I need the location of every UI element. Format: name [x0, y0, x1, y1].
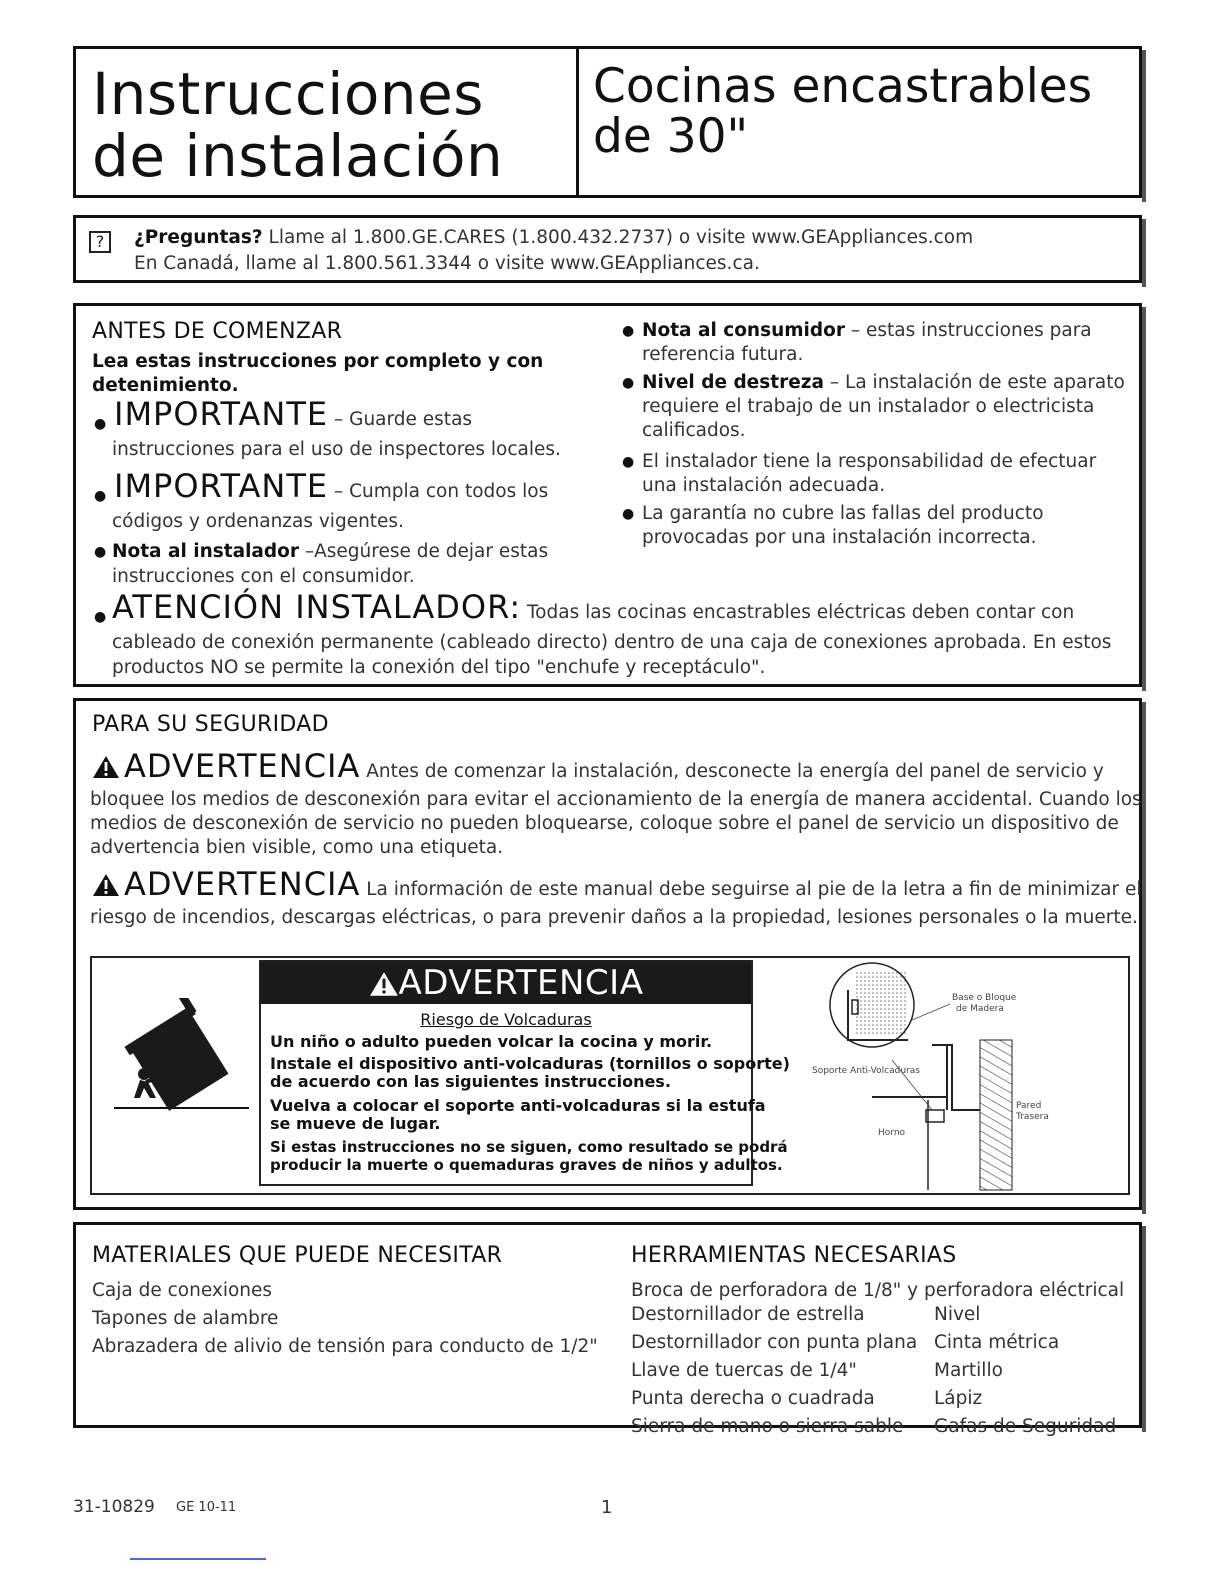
tip-over-line-7: producir la muerte o quemaduras graves de niños y adultos. [270, 1156, 783, 1174]
warning-1-line-4: advertencia bien visible, como una etiqueta. [90, 837, 504, 858]
questions-label: ¿Preguntas? [134, 227, 263, 248]
title-box [73, 46, 579, 198]
responsibility-line-1: El instalador tiene la responsabilidad de efectuar [642, 451, 1097, 472]
installer-note-line-2: instrucciones con el consumidor. [112, 566, 415, 587]
questions-box [73, 215, 1142, 283]
bullet-icon: ● [94, 488, 107, 504]
warning-1-line-2: bloquee los medios de desconexión para evitar el accionamiento de la energía de manera accidental. Cuando los [90, 789, 1142, 810]
attention-installer-line-2: cableado de conexión permanente (cableado directo) dentro de una caja de conexiones aprobada. En estos [112, 632, 1112, 653]
questions-line-2: En Canadá, llame al 1.800.561.3344 o visite www.GEAppliances.ca. [134, 253, 760, 274]
tool-item: Destornillador de estrella [631, 1304, 865, 1325]
warning-2 [92, 865, 1142, 903]
consumer-note [642, 319, 1092, 343]
bullet-icon: ● [94, 416, 107, 432]
diagram-wall-label-1: Pared [1016, 1101, 1042, 1111]
warning-band [261, 962, 751, 1004]
safety-section [73, 698, 1142, 1210]
materials-heading: MATERIALES QUE PUEDE NECESITAR [92, 1243, 503, 1268]
consumer-note-text: – estas instrucciones para [844, 320, 1092, 341]
bullet-icon: ● [622, 454, 635, 470]
material-item: Abrazadera de alivio de tensión para conducto de 1/2" [92, 1336, 598, 1357]
installer-note-text: –Asegúrese de dejar estas [298, 541, 549, 562]
tools-heading: HERRAMIENTAS NECESARIAS [631, 1243, 957, 1268]
anti-tip-bracket-diagram [812, 960, 1062, 1195]
warning-1-text: Antes de comenzar la instalación, desconecte la energía del panel de servicio y [360, 761, 1104, 782]
tip-over-risk-title: Riesgo de Volcaduras [420, 1010, 592, 1029]
before-intro-1: Lea estas instrucciones por completo y con [92, 351, 544, 372]
attention-installer-label: ATENCIÓN INSTALADOR: [112, 588, 522, 626]
skill-level-text: – La instalación de este aparato [824, 372, 1125, 393]
bullet-icon: ● [94, 609, 107, 625]
warning-2-line-2: riesgo de incendios, descargas eléctricas, o para prevenir daños a la propiedad, lesiones personales o la muerte. [90, 907, 1138, 928]
question-icon: ? [89, 231, 111, 253]
subtitle-box [576, 46, 1142, 198]
before-intro-2: detenimiento. [92, 375, 239, 396]
tip-over-illustration-icon [104, 998, 254, 1138]
important-2-label: IMPORTANTE [114, 467, 329, 505]
warranty-line-1: La garantía no cubre las fallas del producto [642, 503, 1044, 524]
tip-over-line-2: Instale el dispositivo anti-volcaduras (tornillos o soporte) [270, 1054, 790, 1073]
responsibility-line-2: una instalación adecuada. [642, 475, 886, 496]
tool-item: Punta derecha o cuadrada [631, 1388, 875, 1409]
questions-phone-us: Llame al 1.800.GE.CARES (1.800.432.2737) o visite www.GEAppliances.com [262, 227, 974, 248]
tool-item: Sierra de mano o sierra sable [631, 1416, 904, 1437]
warranty-line-2: provocadas por una instalación incorrecta. [642, 527, 1037, 548]
diagram-base-label-1: Base o Bloque [952, 993, 1017, 1003]
skill-level [642, 371, 1125, 395]
tool-item: Martillo [934, 1360, 1003, 1381]
subtitle-line-2: de 30" [593, 109, 749, 164]
warning-triangle-icon [92, 873, 120, 897]
diagram-base-label-2: de Madera [956, 1004, 1004, 1014]
material-item: Tapones de alambre [92, 1308, 279, 1329]
tip-over-line-4: Vuelva a colocar el soporte anti-volcaduras si la estufa [270, 1096, 766, 1115]
consumer-note-label: Nota al consumidor [642, 320, 845, 341]
warning-2-text: La información de este manual debe seguirse al pie de la letra a fin de minimizar el [360, 879, 1142, 900]
important-1-line-2: instrucciones para el uso de inspectores locales. [112, 439, 561, 460]
consumer-note-line-2: referencia futura. [642, 344, 804, 365]
installer-note-label: Nota al instalador [112, 541, 299, 562]
warning-2-label: ADVERTENCIA [124, 865, 361, 903]
safety-heading: PARA SU SEGURIDAD [92, 712, 329, 737]
tool-item: Llave de tuercas de 1/4" [631, 1360, 857, 1381]
footer-rule [130, 1558, 266, 1560]
bullet-icon: ● [94, 544, 107, 560]
tip-over-line-6: Si estas instrucciones no se siguen, como resultado se podrá [270, 1138, 788, 1156]
important-1-label: IMPORTANTE [114, 395, 329, 433]
material-item: Caja de conexiones [92, 1280, 273, 1301]
important-1 [114, 395, 473, 433]
warning-1-line-3: medios de desconexión de servicio no pueden bloquearse, coloque sobre el panel de servicio un dispositivo de [90, 813, 1119, 834]
document-code: 31-10829 [73, 1497, 155, 1517]
tool-item: Destornillador con punta plana [631, 1332, 918, 1353]
warning-1 [92, 747, 1104, 785]
skill-level-line-2: requiere el trabajo de un instalador o electricista [642, 396, 1095, 417]
tool-item: Gafas de Seguridad [934, 1416, 1117, 1437]
tool-item: Cinta métrica [934, 1332, 1060, 1353]
attention-installer-text: Todas las cocinas encastrables eléctricas deben contar con [521, 602, 1075, 623]
warning-1-label: ADVERTENCIA [124, 747, 361, 785]
important-2-text: – Cumpla con todos los [328, 481, 549, 502]
tip-over-line-3: de acuerdo con las siguientes instrucciones. [270, 1072, 671, 1091]
before-you-begin-section [73, 303, 1142, 687]
materials-tools-section [73, 1222, 1142, 1437]
warning-triangle-icon [92, 755, 120, 779]
diagram-bracket-label: Soporte Anti-Volcaduras [812, 1066, 920, 1076]
tool-item: Nivel [934, 1304, 981, 1325]
installer-note [112, 540, 548, 564]
attention-installer [112, 588, 1075, 626]
questions-line-1 [134, 227, 973, 248]
diagram-oven-label: Horno [878, 1128, 906, 1138]
bullet-icon: ● [622, 375, 635, 391]
tool-item: Lápiz [934, 1388, 983, 1409]
warning-band-label: ADVERTENCIA [398, 963, 644, 1003]
before-heading: ANTES DE COMENZAR [92, 319, 343, 344]
bullet-icon: ● [622, 323, 635, 339]
diagram-wall-label-2: Trasera [1016, 1112, 1049, 1122]
tool-item-drill: Broca de perforadora de 1/8" y perforadora eléctrical [631, 1280, 1125, 1301]
page-number: 1 [601, 1497, 613, 1518]
warning-triangle-icon [369, 971, 399, 997]
important-2-line-2: códigos y ordenanzas vigentes. [112, 511, 404, 532]
important-2 [114, 467, 549, 505]
document-revision: GE 10-11 [176, 1500, 237, 1515]
title-line-1: Instrucciones [92, 60, 484, 128]
bullet-icon: ● [622, 506, 635, 522]
skill-level-label: Nivel de destreza [642, 372, 825, 393]
tip-over-line-5: se mueve de lugar. [270, 1114, 441, 1133]
important-1-text: – Guarde estas [328, 409, 473, 430]
skill-level-line-3: calificados. [642, 420, 746, 441]
subtitle-line-1: Cocinas encastrables [593, 59, 1093, 114]
attention-installer-line-3: productos NO se permite la conexión del tipo "enchufe y receptáculo". [112, 657, 766, 678]
title-line-2: de instalación [92, 122, 504, 190]
tip-over-warning-panel [259, 960, 790, 1186]
tip-over-warning-frame [90, 956, 1130, 1195]
tip-over-line-1: Un niño o adulto pueden volcar la cocina y morir. [270, 1032, 713, 1051]
